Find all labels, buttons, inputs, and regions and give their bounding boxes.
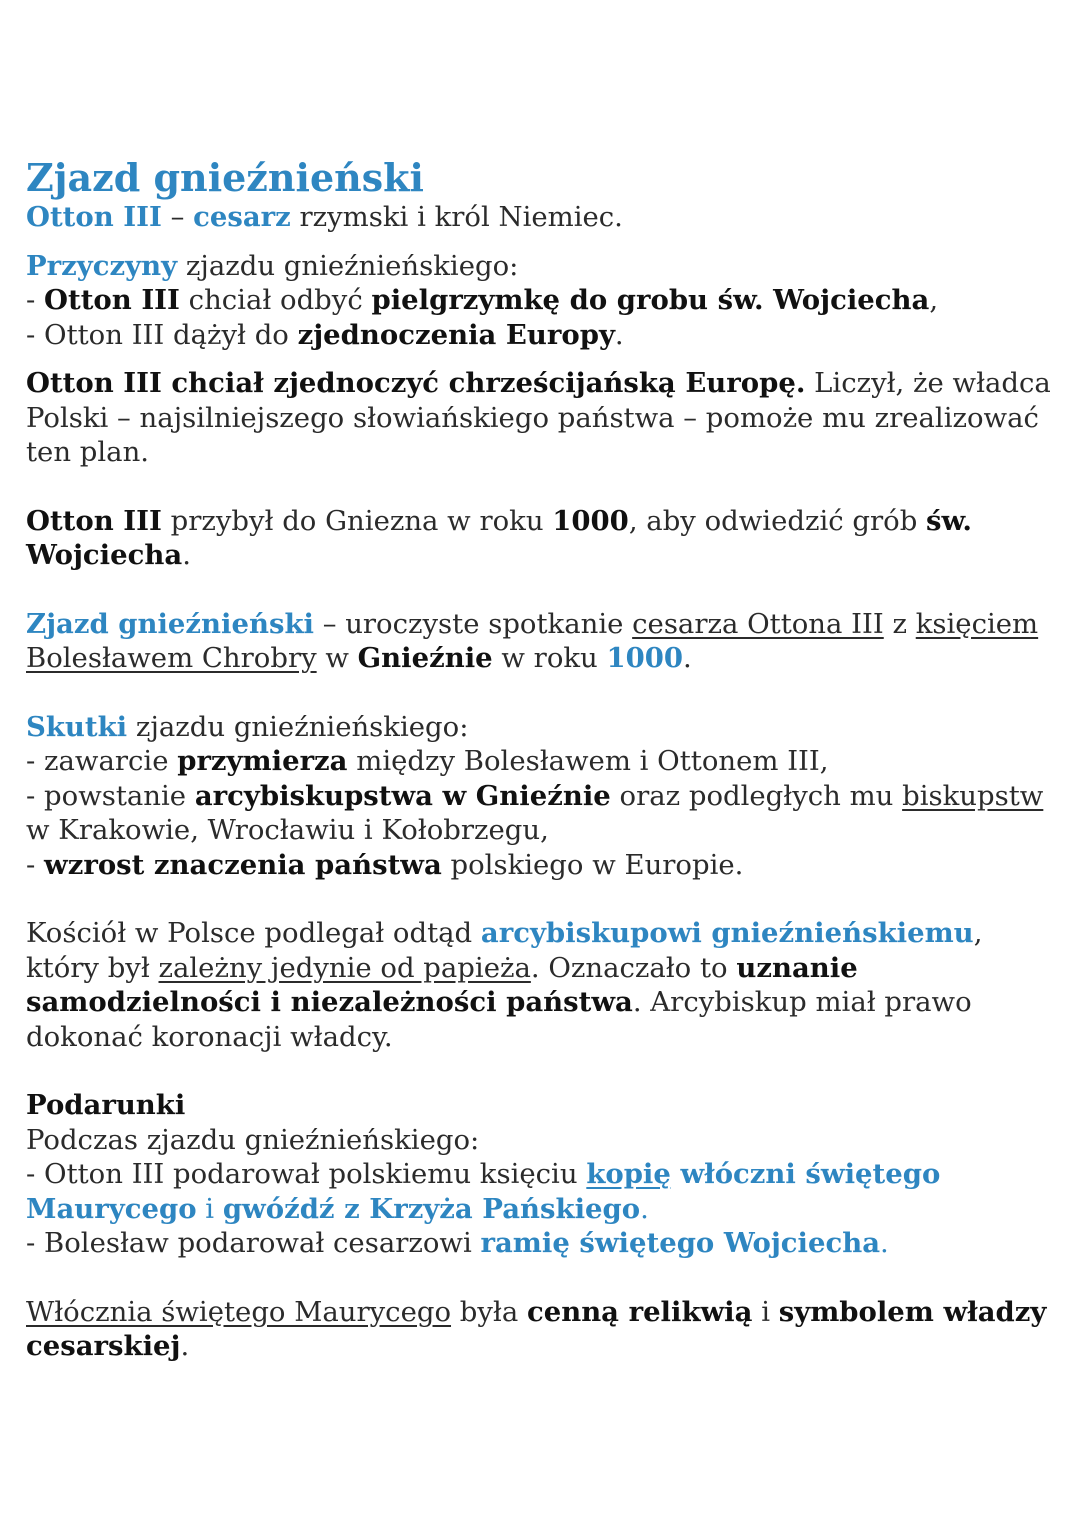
intro-line: Otton III – cesarz rzymski i król Niemiec. (26, 201, 623, 233)
paragraph-unification: Otton III chciał zjednoczyć chrześcijańską Europę. Liczył, że władca Polski – najsilniejszego słowiańskiego państwa – pomoże mu zrealizować ten plan. (26, 367, 1051, 468)
paragraph-visit: Otton III przybył do Gniezna w roku 1000, aby odwiedzić grób św. Wojciecha. (26, 504, 973, 571)
gifts-heading: Podarunki (26, 1089, 186, 1121)
causes-heading: Przyczyny zjazdu gnieźnieńskiego: (26, 249, 519, 282)
causes-section (26, 249, 1056, 353)
gifts-section (26, 1088, 1056, 1261)
gifts-intro: Podczas zjazdu gnieźnieńskiego: (26, 1123, 480, 1156)
church-paragraph: Kościół w Polsce podlegał odtąd arcybiskupowi gnieźnieńskiemu, który był zależny jedynie od papieża. Oznaczało to uznanie samodzielności i niezależności państwa. Arcybiskup miał prawo dokonać koronacji władcy. (26, 917, 983, 1053)
cesarz-term: cesarz (193, 201, 291, 233)
page-title: Zjazd gnieźnieński (26, 155, 424, 200)
list-item: - Otton III dążył do zjednoczenia Europy. (26, 318, 624, 351)
list-item: - Otton III chciał odbyć pielgrzymkę do grobu św. Wojciecha, (26, 284, 939, 316)
list-item: - powstanie arcybiskupstwa w Gnieźnie oraz podległych mu biskupstw w Krakowie, Wrocławiu i Kołobrzegu, (26, 779, 1044, 846)
list-item: - wzrost znaczenia państwa polskiego w Europie. (26, 848, 744, 881)
effects-heading: Skutki zjazdu gnieźnieńskiego: (26, 710, 469, 743)
list-item: - Otton III podarował polskiemu księciu kopię włóczni świętego Maurycego i gwóźdź z Krzyża Pańskiego. (26, 1158, 941, 1225)
final-paragraph: Włócznia świętego Maurycego była cenną relikwią i symbolem władzy cesarskiej. (26, 1295, 1047, 1362)
definition-paragraph: Zjazd gnieźnieński – uroczyste spotkanie cesarza Ottona III z księciem Bolesławem Chrobry w Gnieźnie w roku 1000. (26, 607, 1039, 674)
list-item: - zawarcie przymierza między Bolesławem i Ottonem III, (26, 745, 829, 777)
list-item: - Bolesław podarował cesarzowi ramię świętego Wojciecha. (26, 1227, 889, 1259)
otto-name: Otton III (26, 201, 162, 233)
document-page (26, 156, 1056, 1364)
effects-section (26, 710, 1056, 883)
